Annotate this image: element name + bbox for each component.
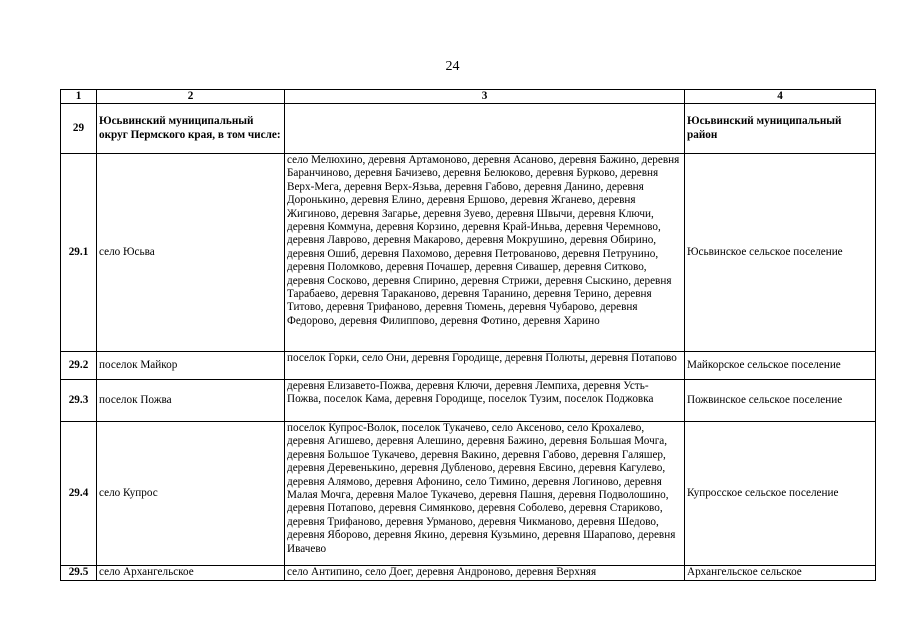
column-header-3: 3 bbox=[285, 90, 685, 104]
table-row bbox=[61, 154, 876, 352]
former-municipality: Архангельское сельское bbox=[685, 566, 876, 581]
municipality-name: Юсьвинский муниципальный округ Пермского края, в том числе: bbox=[97, 104, 285, 154]
table-header-row bbox=[61, 90, 876, 104]
settlements-list: село Антипино, село Доег, деревня Андроново, деревня Верхняя bbox=[285, 566, 685, 581]
former-municipality: Купросское сельское поселение bbox=[685, 422, 876, 566]
column-header-1: 1 bbox=[61, 90, 97, 104]
settlements-list: поселок Горки, село Они, деревня Городище, деревня Полюты, деревня Потапово bbox=[285, 352, 685, 380]
row-number: 29.3 bbox=[61, 380, 97, 422]
former-municipality: Юсьвинское сельское поселение bbox=[685, 154, 876, 352]
settlements-table bbox=[60, 89, 876, 581]
column-header-4: 4 bbox=[685, 90, 876, 104]
table-row bbox=[61, 104, 876, 154]
row-number: 29.5 bbox=[61, 566, 97, 581]
table-row bbox=[61, 566, 876, 581]
table-row bbox=[61, 380, 876, 422]
row-number: 29.2 bbox=[61, 352, 97, 380]
former-municipality: Пожвинское сельское поселение bbox=[685, 380, 876, 422]
row-number: 29 bbox=[61, 104, 97, 154]
table-row bbox=[61, 422, 876, 566]
center-name: село Юсьва bbox=[97, 154, 285, 352]
column-header-2: 2 bbox=[97, 90, 285, 104]
former-municipality: Майкорское сельское поселение bbox=[685, 352, 876, 380]
row-number: 29.1 bbox=[61, 154, 97, 352]
page-number: 24 bbox=[445, 59, 460, 74]
former-municipality: Юсьвинский муниципальный район bbox=[685, 104, 876, 154]
center-name: поселок Пожва bbox=[97, 380, 285, 422]
settlements-list: деревня Елизавето-Пожва, деревня Ключи, деревня Лемпиха, деревня Усть-Пожва, поселок Кама, деревня Городище, поселок Тузим, поселок Поджовка bbox=[285, 380, 685, 422]
table-row bbox=[61, 352, 876, 380]
center-name: село Архангельское bbox=[97, 566, 285, 581]
row-number: 29.4 bbox=[61, 422, 97, 566]
settlements-list: село Мелюхино, деревня Артамоново, деревня Асаново, деревня Бажино, деревня Баранчиново, деревня Бачизево, деревня Белюково, деревня Бурково, деревня Верх-Мега, деревня Верх-Язьва, деревня Габово, деревня Данино, деревня Доронькино, деревня Елино, деревня Ершово, деревня Жганево, деревня Жигиново, деревня Загарье, деревня Зуево, деревня Швычи, деревня Ключи, деревня Коммуна, деревня Корзино, деревня Край-Иньва, деревня Черемново, деревня Лаврово, деревня Макарово, деревня Мокрушино, деревня Обирино, деревня Ошиб, деревня Пахомово, деревня Петрованово, деревня Петрунино, деревня Поломково, деревня Почашер, деревня Сивашер, деревня Ситково, деревня Сосково, деревня Спирино, деревня Стрижи, деревня Сыскино, деревня Тарабаево, деревня Тараканово, деревня Таранино, деревня Терино, деревня Титово, деревня Трифаново, деревня Тюмень, деревня Чубарово, деревня Федорово, деревня Филиппово, деревня Фотино, деревня Харино bbox=[285, 154, 685, 352]
center-name: село Купрос bbox=[97, 422, 285, 566]
settlements-list: поселок Купрос-Волок, поселок Тукачево, село Аксеново, село Крохалево, деревня Агишево, деревня Алешино, деревня Бажино, деревня Большая Мочга, деревня Большое Тукачево, деревня Вакино, деревня Габово, деревня Галяшер, деревня Деревенькино, деревня Дубленово, деревня Евсино, деревня Кагулево, деревня Алямово, деревня Афонино, село Тимино, деревня Логиново, деревня Малая Мочга, деревня Малое Тукачево, деревня Пашня, деревня Подволошино, деревня Потапово, деревня Симянково, деревня Соболево, деревня Стариково, деревня Трифаново, деревня Урманово, деревня Чикманово, деревня Шедово, деревня Яборово, деревня Якино, деревня Кузьмино, деревня Шарапово, деревня Ивачево bbox=[285, 422, 685, 566]
settlements-list bbox=[285, 104, 685, 154]
center-name: поселок Майкор bbox=[97, 352, 285, 380]
